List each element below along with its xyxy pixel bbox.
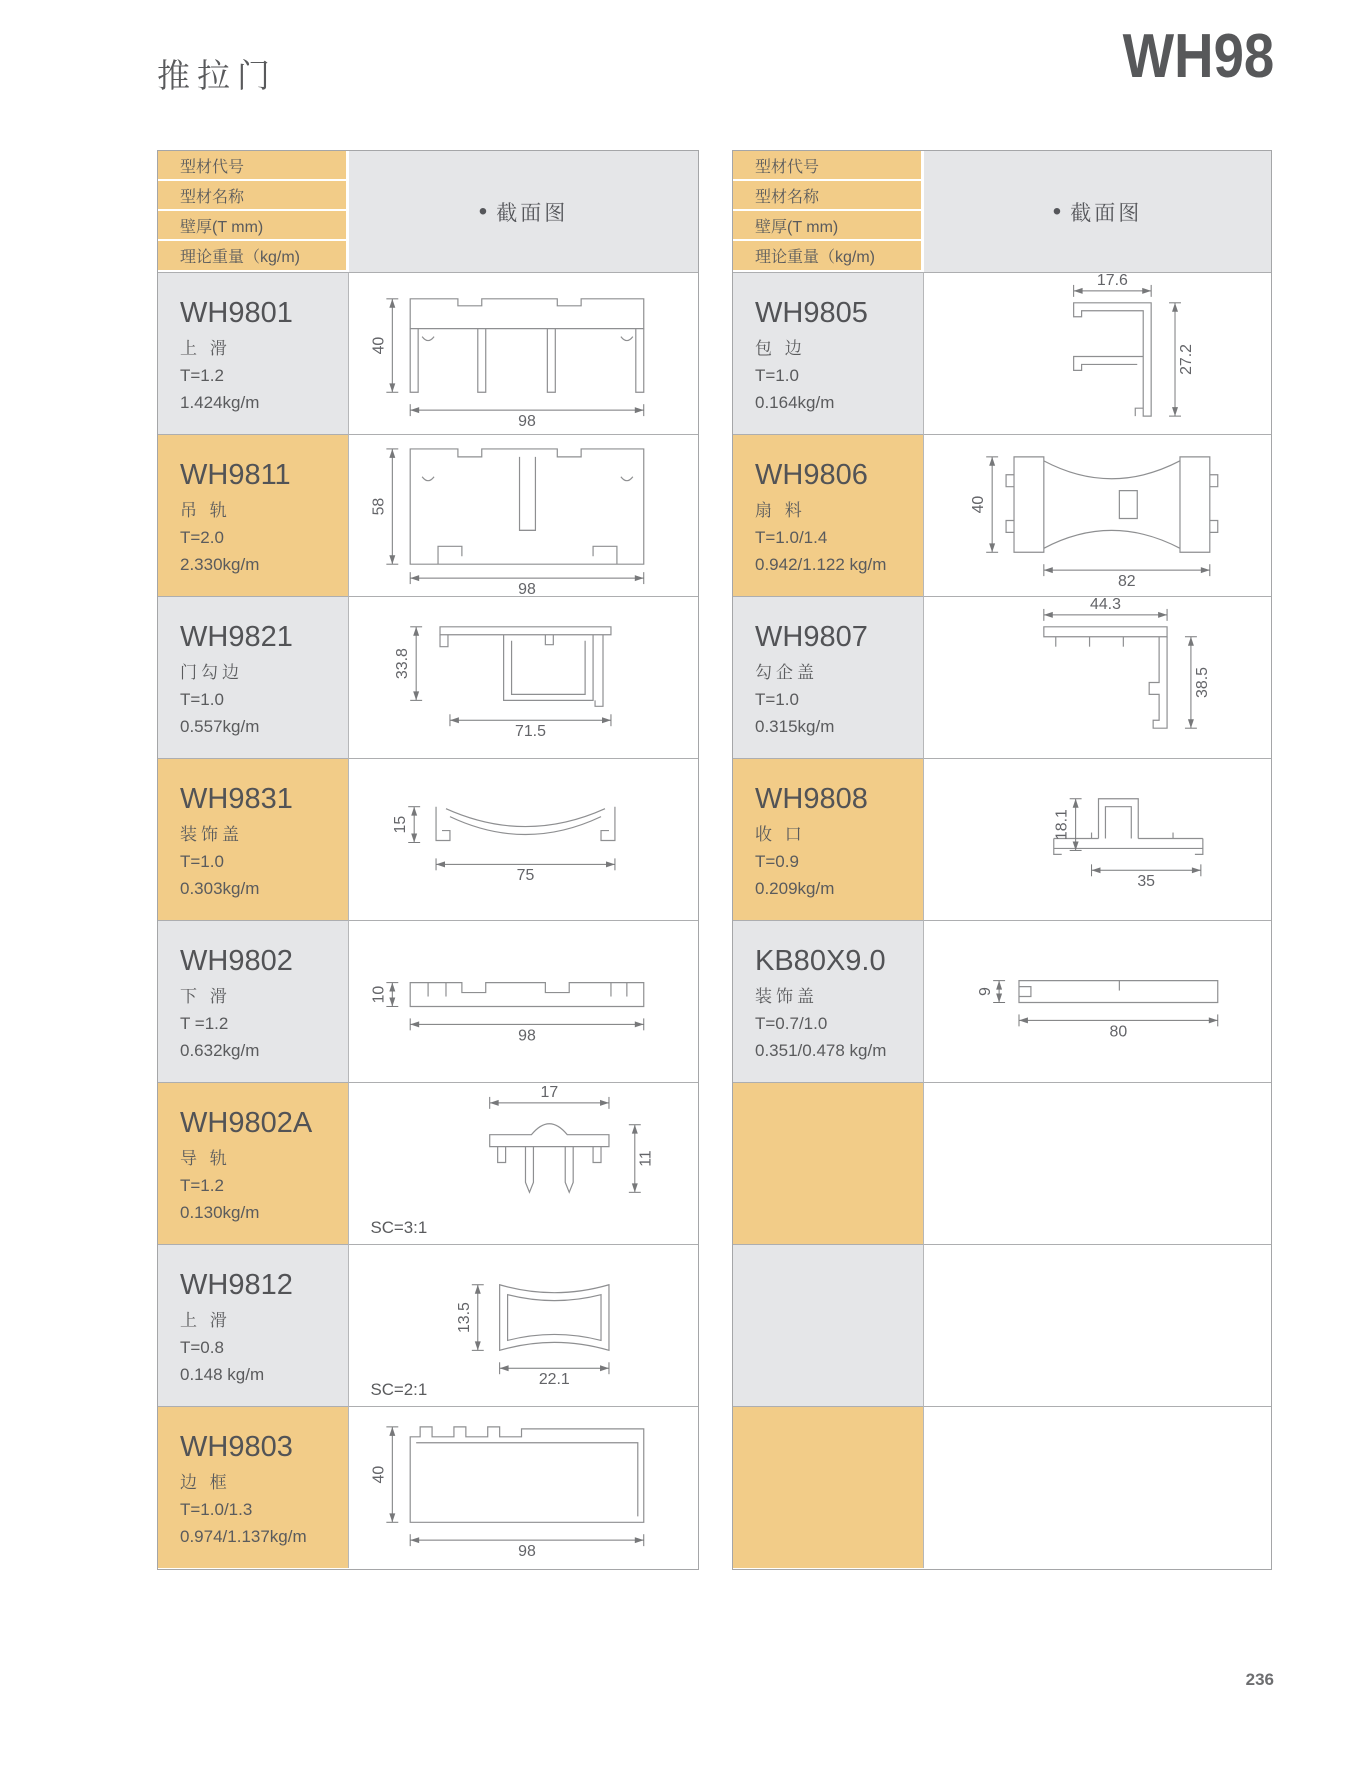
profile-meta: [180, 849, 259, 902]
profile-code: WH9808: [755, 783, 868, 815]
profile-code: WH9805: [755, 297, 868, 329]
dimension-label: 38.5: [1193, 667, 1211, 698]
profile-weight: 1.424kg/m: [180, 392, 260, 412]
profile-outline: [595, 635, 603, 707]
profile-outline: [512, 641, 586, 695]
profile-outline: [422, 337, 434, 341]
dimension-label: 33.8: [394, 648, 412, 680]
profile-info-cell: [733, 434, 924, 596]
diagram-cell: [924, 1406, 1271, 1568]
diagram-cell: [349, 1082, 698, 1244]
profile-name: 门勾边: [180, 663, 243, 682]
profile-meta: [755, 525, 886, 578]
profile-outline: [1044, 627, 1167, 637]
cross-section-diagram: [349, 1083, 698, 1244]
profile-outline: [498, 1147, 506, 1163]
header-cell-1: 型材名称: [158, 181, 349, 211]
profile-outline: [520, 457, 536, 531]
profile-meta: [755, 849, 834, 902]
profile-outline: [1210, 475, 1218, 487]
profile-weight: 0.303kg/m: [180, 878, 260, 898]
profile-name: 装饰盖: [180, 825, 243, 844]
dimension-label: 9: [977, 987, 995, 996]
profile-name: 包 边: [755, 339, 806, 358]
profile-info-cell: [158, 272, 349, 434]
profile-meta: [180, 687, 259, 740]
profile-outline: [1019, 987, 1031, 997]
profile-outline: [440, 635, 448, 647]
profile-outline: [525, 1147, 533, 1193]
profile-outline: [440, 627, 611, 635]
diagram-cell: [349, 1244, 698, 1406]
profile-info-cell: [733, 920, 924, 1082]
profile-thickness: T=2.0: [180, 528, 224, 548]
diagram-cell: [924, 920, 1271, 1082]
profile-weight: 0.351/0.478 kg/m: [755, 1040, 887, 1060]
dimension-label: 58: [370, 497, 388, 516]
profile-outline: [416, 1443, 638, 1517]
profile-meta: [755, 363, 834, 416]
profile-name: 收 口: [755, 825, 806, 844]
diagram-cell: [924, 1244, 1271, 1406]
profile-weight: 0.974/1.137kg/m: [180, 1526, 307, 1546]
cross-section-diagram: [349, 921, 698, 1082]
profile-name: 勾企盖: [755, 663, 818, 682]
profile-outline: [410, 983, 644, 1007]
profile-outline: [1074, 303, 1152, 416]
profile-info-cell: [158, 434, 349, 596]
cross-section-diagram: [924, 921, 1271, 1082]
profile-thickness: T =1.2: [180, 1014, 229, 1034]
dimension-label: 13.5: [455, 1302, 473, 1334]
profile-info-cell: [733, 272, 924, 434]
profile-name: 下 滑: [180, 987, 231, 1006]
dimension-label: 82: [1117, 573, 1136, 591]
diagram-cell: [924, 1082, 1271, 1244]
profile-meta: [180, 1173, 259, 1226]
dimension-label: 27.2: [1177, 343, 1195, 375]
profile-code: WH9801: [180, 297, 293, 329]
dimension-label: 98: [518, 581, 536, 596]
cross-section-diagram: [924, 435, 1271, 596]
profile-outline: [436, 807, 450, 841]
profile-outline: [1135, 408, 1143, 416]
dimension-label: 22.1: [538, 1371, 570, 1389]
profile-meta: [180, 1335, 264, 1388]
diagram-cell: [349, 758, 698, 920]
cross-section-diagram: [924, 759, 1271, 920]
header-cell-3: 理论重量（kg/m): [158, 241, 349, 272]
profile-code: WH9802A: [180, 1107, 313, 1139]
profile-outline: [450, 817, 601, 835]
profile-code: KB80X9.0: [755, 945, 886, 977]
profile-outline: [1195, 839, 1203, 855]
profile-thickness: T=0.9: [755, 852, 799, 872]
profile-outline: [1180, 457, 1210, 552]
profile-outline: [446, 809, 605, 827]
series-title: WH98: [1122, 22, 1274, 91]
profile-outline: [636, 329, 644, 393]
profile-code: WH9802: [180, 945, 293, 977]
profile-thickness: T=1.0: [755, 366, 799, 386]
profile-thickness: T=1.0: [180, 852, 224, 872]
profile-outline: [1105, 807, 1131, 839]
profile-weight: 0.209kg/m: [755, 878, 835, 898]
dimension-label: 15: [392, 815, 410, 834]
profile-info-cell: [158, 596, 349, 758]
cross-section-diagram: [349, 597, 698, 758]
profile-outline: [593, 546, 617, 564]
header-cell-0: 型材代号: [733, 151, 924, 181]
profile-thickness: T=1.2: [180, 366, 224, 386]
profile-table-right: [732, 150, 1272, 1570]
profile-outline: [410, 299, 644, 329]
dimension-label: 40: [370, 336, 388, 355]
scale-note: SC=2:1: [370, 1380, 428, 1400]
page-number: 236: [1245, 1670, 1274, 1689]
profile-info-cell: [158, 920, 349, 1082]
profile-thickness: T=1.0: [180, 690, 224, 710]
header-cell-2: 壁厚(T mm): [158, 211, 349, 241]
diagram-cell: [924, 596, 1271, 758]
profile-weight: 0.164kg/m: [755, 392, 835, 412]
profile-outline: [565, 1147, 573, 1193]
profile-thickness: T=1.0/1.3: [180, 1500, 253, 1520]
cross-section-diagram: [349, 435, 698, 596]
dimension-label: 80: [1109, 1023, 1128, 1041]
profile-thickness: T=1.2: [180, 1176, 224, 1196]
dimension-label: 98: [518, 413, 536, 431]
profile-outline: [508, 1295, 601, 1341]
profile-outline: [410, 329, 418, 393]
profile-thickness: T=1.0: [755, 690, 799, 710]
dimension-label: 35: [1137, 873, 1156, 891]
profile-outline: [621, 477, 633, 481]
profile-outline: [478, 329, 486, 393]
profile-outline: [1006, 520, 1014, 532]
profile-outline: [1014, 457, 1044, 552]
dimension-label: 18.1: [1053, 809, 1071, 841]
profile-outline: [547, 329, 555, 393]
profile-meta: [180, 525, 259, 578]
profile-weight: 0.942/1.122 kg/m: [755, 554, 887, 574]
header-cell-3: 理论重量（kg/m): [733, 241, 924, 272]
profile-outline: [1119, 491, 1137, 519]
profile-weight: 0.632kg/m: [180, 1040, 260, 1060]
cross-section-diagram: [924, 273, 1271, 434]
profile-name: 装饰盖: [755, 987, 818, 1006]
profile-outline: [1098, 799, 1138, 839]
diagram-cell: [349, 1406, 698, 1568]
profile-outline: [1019, 981, 1218, 1003]
dimension-label: 17: [540, 1083, 559, 1101]
dimension-label: 40: [370, 1465, 388, 1484]
profile-name: 吊 轨: [180, 501, 231, 520]
bullet-icon: •: [1052, 197, 1062, 225]
diagram-cell: [349, 434, 698, 596]
profile-thickness: T=0.8: [180, 1338, 224, 1358]
profile-code: WH9803: [180, 1431, 293, 1463]
profile-info-cell: [733, 596, 924, 758]
category-title: 推拉门: [157, 57, 277, 94]
dimension-label: 17.6: [1096, 273, 1128, 289]
profile-code: WH9812: [180, 1269, 293, 1301]
dimension-label: 75: [516, 867, 535, 885]
cross-section-diagram: [349, 759, 698, 920]
profile-weight: 0.557kg/m: [180, 716, 260, 736]
section-label: 截面图: [1070, 201, 1143, 225]
header-cell-1: 型材名称: [733, 181, 924, 211]
profile-outline: [490, 1124, 609, 1147]
dimension-label: 44.3: [1089, 597, 1121, 613]
section-header-cell: [924, 151, 1271, 272]
profile-info-cell: [733, 1082, 924, 1244]
dimension-label: 10: [370, 985, 388, 1004]
cross-section-diagram: [349, 1245, 698, 1406]
profile-outline: [410, 1427, 644, 1522]
header-cell-2: 壁厚(T mm): [733, 211, 924, 241]
section-header-cell: [349, 151, 698, 272]
profile-code: WH9831: [180, 783, 293, 815]
profile-outline: [621, 337, 633, 341]
diagram-cell: [349, 920, 698, 1082]
profile-table-left: [157, 150, 699, 1570]
header-cell-0: 型材代号: [158, 151, 349, 181]
profile-name: 上 滑: [180, 1311, 231, 1330]
profile-outline: [1210, 520, 1218, 532]
profile-weight: 0.148 kg/m: [180, 1364, 265, 1384]
dimension-label: 98: [518, 1027, 536, 1045]
profile-info-cell: [158, 1082, 349, 1244]
profile-thickness: T=0.7/1.0: [755, 1014, 828, 1034]
profile-outline: [500, 1285, 609, 1351]
profile-outline: [545, 635, 553, 645]
profile-info-cell: [733, 1244, 924, 1406]
cross-section-diagram: [349, 1407, 698, 1568]
profile-info-cell: [158, 1406, 349, 1568]
profile-code: WH9806: [755, 459, 868, 491]
profile-name: 导 轨: [180, 1149, 231, 1168]
profile-name: 边 框: [180, 1473, 231, 1492]
dimension-label: 98: [518, 1543, 536, 1561]
profile-weight: 0.130kg/m: [180, 1202, 260, 1222]
profile-meta: [755, 687, 834, 740]
dimension-label: 40: [970, 495, 988, 514]
dimension-label: 11: [637, 1150, 655, 1167]
profile-name: 扇 料: [755, 501, 806, 520]
profile-code: WH9807: [755, 621, 868, 653]
profile-weight: 0.315kg/m: [755, 716, 835, 736]
scale-note: SC=3:1: [370, 1218, 428, 1238]
profile-weight: 2.330kg/m: [180, 554, 260, 574]
profile-outline: [593, 1147, 601, 1163]
profile-info-cell: [158, 1244, 349, 1406]
profile-outline: [1149, 637, 1167, 728]
profile-meta: [180, 363, 259, 416]
profile-meta: [180, 1011, 259, 1064]
profile-name: 上 滑: [180, 339, 231, 358]
section-label: 截面图: [496, 201, 569, 225]
profile-code: WH9811: [180, 459, 291, 491]
profile-meta: [180, 1497, 307, 1550]
profile-outline: [422, 477, 434, 481]
diagram-cell: [349, 272, 698, 434]
bullet-icon: •: [478, 197, 488, 225]
profile-outline: [1044, 461, 1180, 479]
profile-meta: [755, 1011, 886, 1064]
profile-info-cell: [733, 1406, 924, 1568]
profile-code: WH9821: [180, 621, 293, 653]
dimension-label: 71.5: [514, 723, 546, 741]
profile-info-cell: [158, 758, 349, 920]
cross-section-diagram: [349, 273, 698, 434]
profile-outline: [1044, 530, 1180, 548]
diagram-cell: [924, 272, 1271, 434]
diagram-cell: [924, 758, 1271, 920]
profile-outline: [1074, 356, 1144, 370]
diagram-cell: [349, 596, 698, 758]
profile-outline: [438, 546, 462, 564]
profile-outline: [1006, 475, 1014, 487]
profile-thickness: T=1.0/1.4: [755, 528, 828, 548]
profile-outline: [601, 807, 615, 841]
profile-info-cell: [733, 758, 924, 920]
diagram-cell: [924, 434, 1271, 596]
cross-section-diagram: [924, 597, 1271, 758]
